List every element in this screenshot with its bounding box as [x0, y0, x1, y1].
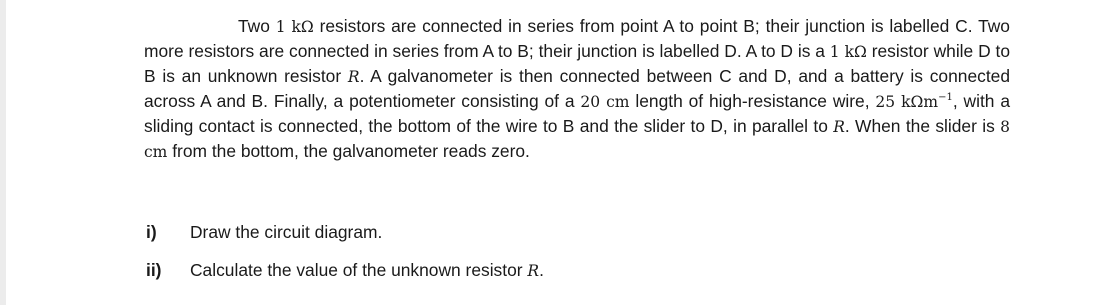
question-text: resistor while D to B is an unknown resistor: [144, 41, 1010, 86]
task-marker: i): [146, 222, 157, 242]
wire-resistivity: [875, 93, 952, 111]
task-item: [146, 258, 1006, 296]
task-item: [146, 220, 1006, 258]
question-paragraph: [144, 14, 1010, 164]
question-text: . When the slider is: [844, 116, 1001, 136]
task-text-group: [190, 258, 544, 296]
resistivity-unit: 25 kΩm: [875, 93, 939, 111]
variable-r: R: [347, 68, 360, 86]
resistance-value: 1 kΩ: [275, 18, 314, 36]
question-text: from the bottom, the galvanometer reads zero.: [167, 141, 530, 161]
question-text: Two: [238, 16, 276, 36]
question-text: resistors are connected in series from point A to point B; their junction is labelled C. Two more resistors are connected in series from A to B; their junction is labelled D. A to D is a: [144, 16, 1010, 61]
task-marker: ii): [146, 260, 162, 280]
left-gutter: [0, 0, 6, 305]
task-text: Draw the circuit diagram.: [190, 222, 383, 242]
question-text: length of high-resistance wire,: [629, 91, 876, 111]
variable-r: R: [833, 118, 845, 136]
task-text-tail: .: [539, 260, 544, 280]
question-text: , with a sliding contact is connected, the bottom of the wire to B and the slider to D, in parallel to: [144, 91, 1010, 136]
slider-distance: 8 cm: [144, 118, 1010, 161]
question-text: . A galvanometer is then connected between C and D, and a battery is connected across A and B. Finally, a potentiometer consisting of a: [144, 66, 1010, 111]
resistance-value: 1 kΩ: [829, 43, 867, 61]
variable-r: R: [527, 262, 540, 280]
task-text: Calculate the value of the unknown resistor: [190, 260, 528, 280]
wire-length: 20 cm: [580, 93, 630, 111]
task-list: [146, 220, 1006, 296]
resistivity-exponent: −1: [938, 92, 953, 103]
